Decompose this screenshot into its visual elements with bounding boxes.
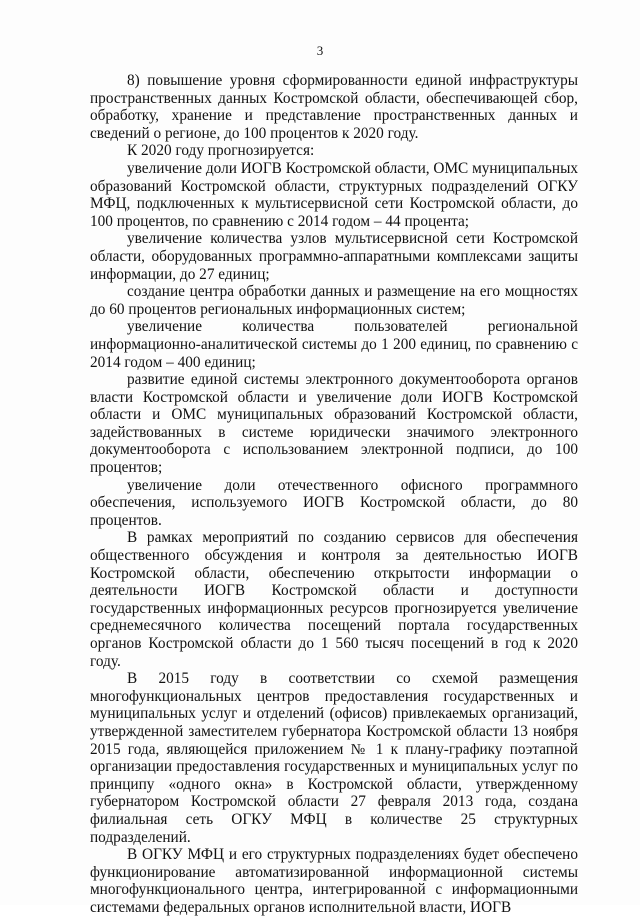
paragraph-document-flow: развитие единой системы электронного документооборота органов власти Костромской области и увеличение доли ИОГВ Костромской области и ОМС муниципальных образований Костромской области, задействованных в системе юридически значимого электронного документооборота с использованием электронной подписи, до 100 процентов; bbox=[90, 371, 578, 477]
paragraph-mfc-network: В 2015 году в соответствии со схемой размещения многофункциональных центров предоставления государственных и муниципальных услуг и отделений (офисов) привлекаемых организаций, утвержденной заместителем губернатора Костромской области 13 ноября 2015 года, являющейся приложением № 1 к плану-графику поэтапной организации предоставления государственных и муниципальных услуг по принципу «одного окна» в Костромской области, утвержденному губернатором Костромской области 27 февраля 2013 года, создана филиальная сеть ОГКУ МФЦ в количестве 25 структурных подразделений. bbox=[90, 670, 578, 846]
paragraph-network-nodes: увеличение количества узлов мультисервисной сети Костромской области, оборудованных программно-аппаратными комплексами защиты информации, до 27 единиц; bbox=[90, 230, 578, 283]
document-body bbox=[90, 72, 578, 917]
paragraph-network-connection: увеличение доли ИОГВ Костромской области, ОМС муниципальных образований Костромской области, структурных подразделений ОГКУ МФЦ, подключенных к мультисервисной сети Костромской области, до 100 процентов, по сравнению с 2014 годом – 44 процента; bbox=[90, 159, 578, 230]
paragraph-infrastructure-goal: 8) повышение уровня сформированности единой инфраструктуры пространственных данных Костромской области, обеспечивающей сбор, обработку, хранение и представление пространственных данных и сведений о регионе, до 100 процентов к 2020 году. bbox=[90, 72, 578, 142]
paragraph-domestic-software: увеличение доли отечественного офисного программного обеспечения, используемого ИОГВ Костромской области, до 80 процентов. bbox=[90, 476, 578, 529]
paragraph-portal-visits: В рамках мероприятий по созданию сервисов для обеспечения общественного обсуждения и контроля за деятельностью ИОГВ Костромской области, обеспечению открытости информации о деятельности ИОГВ Костромской области и доступности государственных информационных ресурсов прогнозируется увеличение среднемесячного количества посещений портала государственных органов Костромской области до 1 560 тысяч посещений в год к 2020 году. bbox=[90, 529, 578, 670]
paragraph-analytics-users: увеличение количества пользователей региональной информационно-аналитической системы до 1 200 единиц, по сравнению с 2014 годом – 400 единиц; bbox=[90, 318, 578, 371]
page-number: 3 bbox=[316, 43, 324, 58]
paragraph-forecast-intro: К 2020 году прогнозируется: bbox=[127, 142, 315, 160]
paragraph-mfc-system: В ОГКУ МФЦ и его структурных подразделениях будет обеспечено функционирование автоматизированной информационной системы многофункционального центра, интегрированной с информационными системами федеральных органов исполнительной власти, ИОГВ bbox=[90, 846, 578, 916]
paragraph-data-center: создание центра обработки данных и размещение на его мощностях до 60 процентов региональных информационных систем; bbox=[90, 283, 578, 318]
